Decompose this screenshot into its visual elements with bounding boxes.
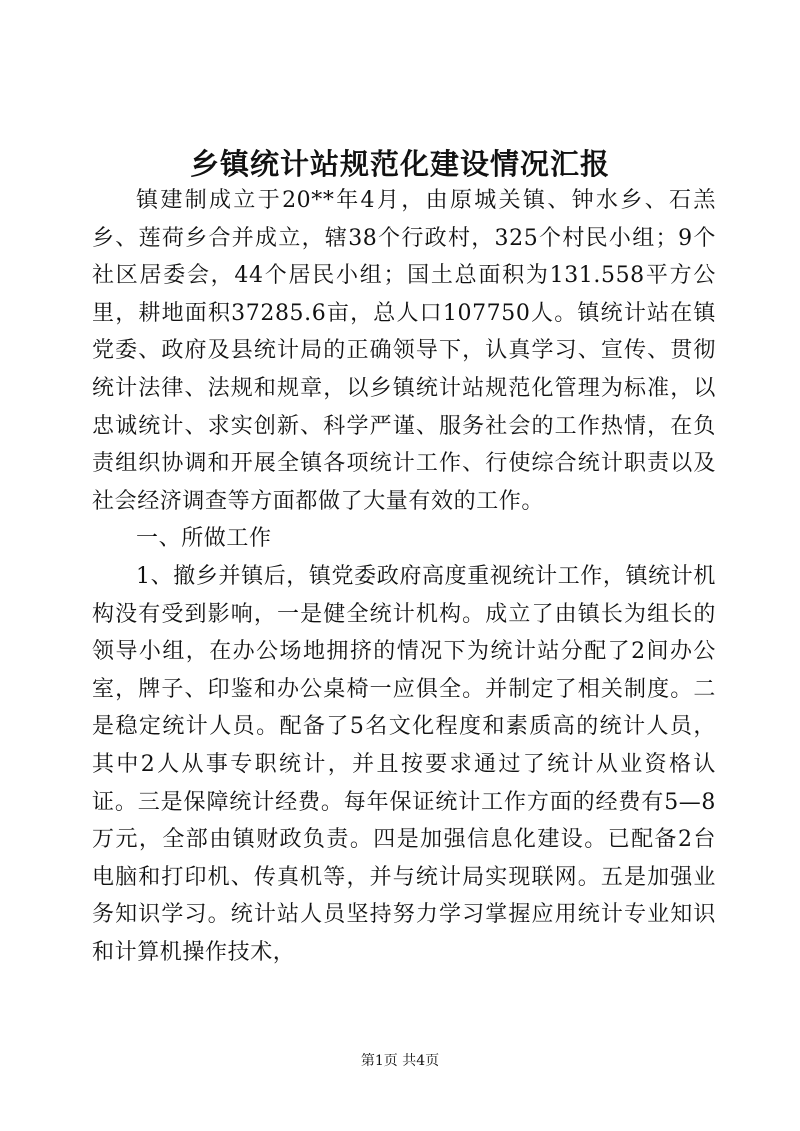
- intro-paragraph: 镇建制成立于20**年4月，由原城关镇、钟水乡、石羔乡、莲荷乡合并成立，辖38个行政村，325个村民小组；9个社区居委会，44个居民小组；国土总面积为131.558平方公里，耕地面积37285.6亩，总人口107750人。镇统计站在镇党委、政府及县统计局的正确领导下，认真学习、宣传、贯彻统计法律、法规和规章，以乡镇统计站规范化管理为标准，以忠诚统计、求实创新、科学严谨、服务社会的工作热情，在负责组织协调和开展全镇各项统计工作、行使综合统计职责以及社会经济调查等方面都做了大量有效的工作。: [92, 188, 716, 514]
- section-heading: 一、所做工作: [136, 526, 272, 552]
- work-paragraph: 1、撤乡并镇后，镇党委政府高度重视统计工作，镇统计机构没有受到影响，一是健全统计机构。成立了由镇长为组长的领导小组，在办公场地拥挤的情况下为统计站分配了2间办公室，牌子、印鉴和办公桌椅一应俱全。并制定了相关制度。二是稳定统计人员。配备了5名文化程度和素质高的统计人员，其中2人从事专职统计，并且按要求通过了统计从业资格认证。三是保障统计经费。每年保证统计工作方面的经费有5—8万元，全部由镇财政负责。四是加强信息化建设。已配备2台电脑和打印机、传真机等，并与统计局实现联网。五是加强业务知识学习。统计站人员坚持努力学习掌握应用统计专业知识和计算机操作技术，: [92, 563, 716, 965]
- document-body: [92, 182, 716, 971]
- page-footer: 第1页 共4页: [360, 1053, 440, 1069]
- document-title: 乡镇统计站规范化建设情况汇报: [189, 147, 610, 181]
